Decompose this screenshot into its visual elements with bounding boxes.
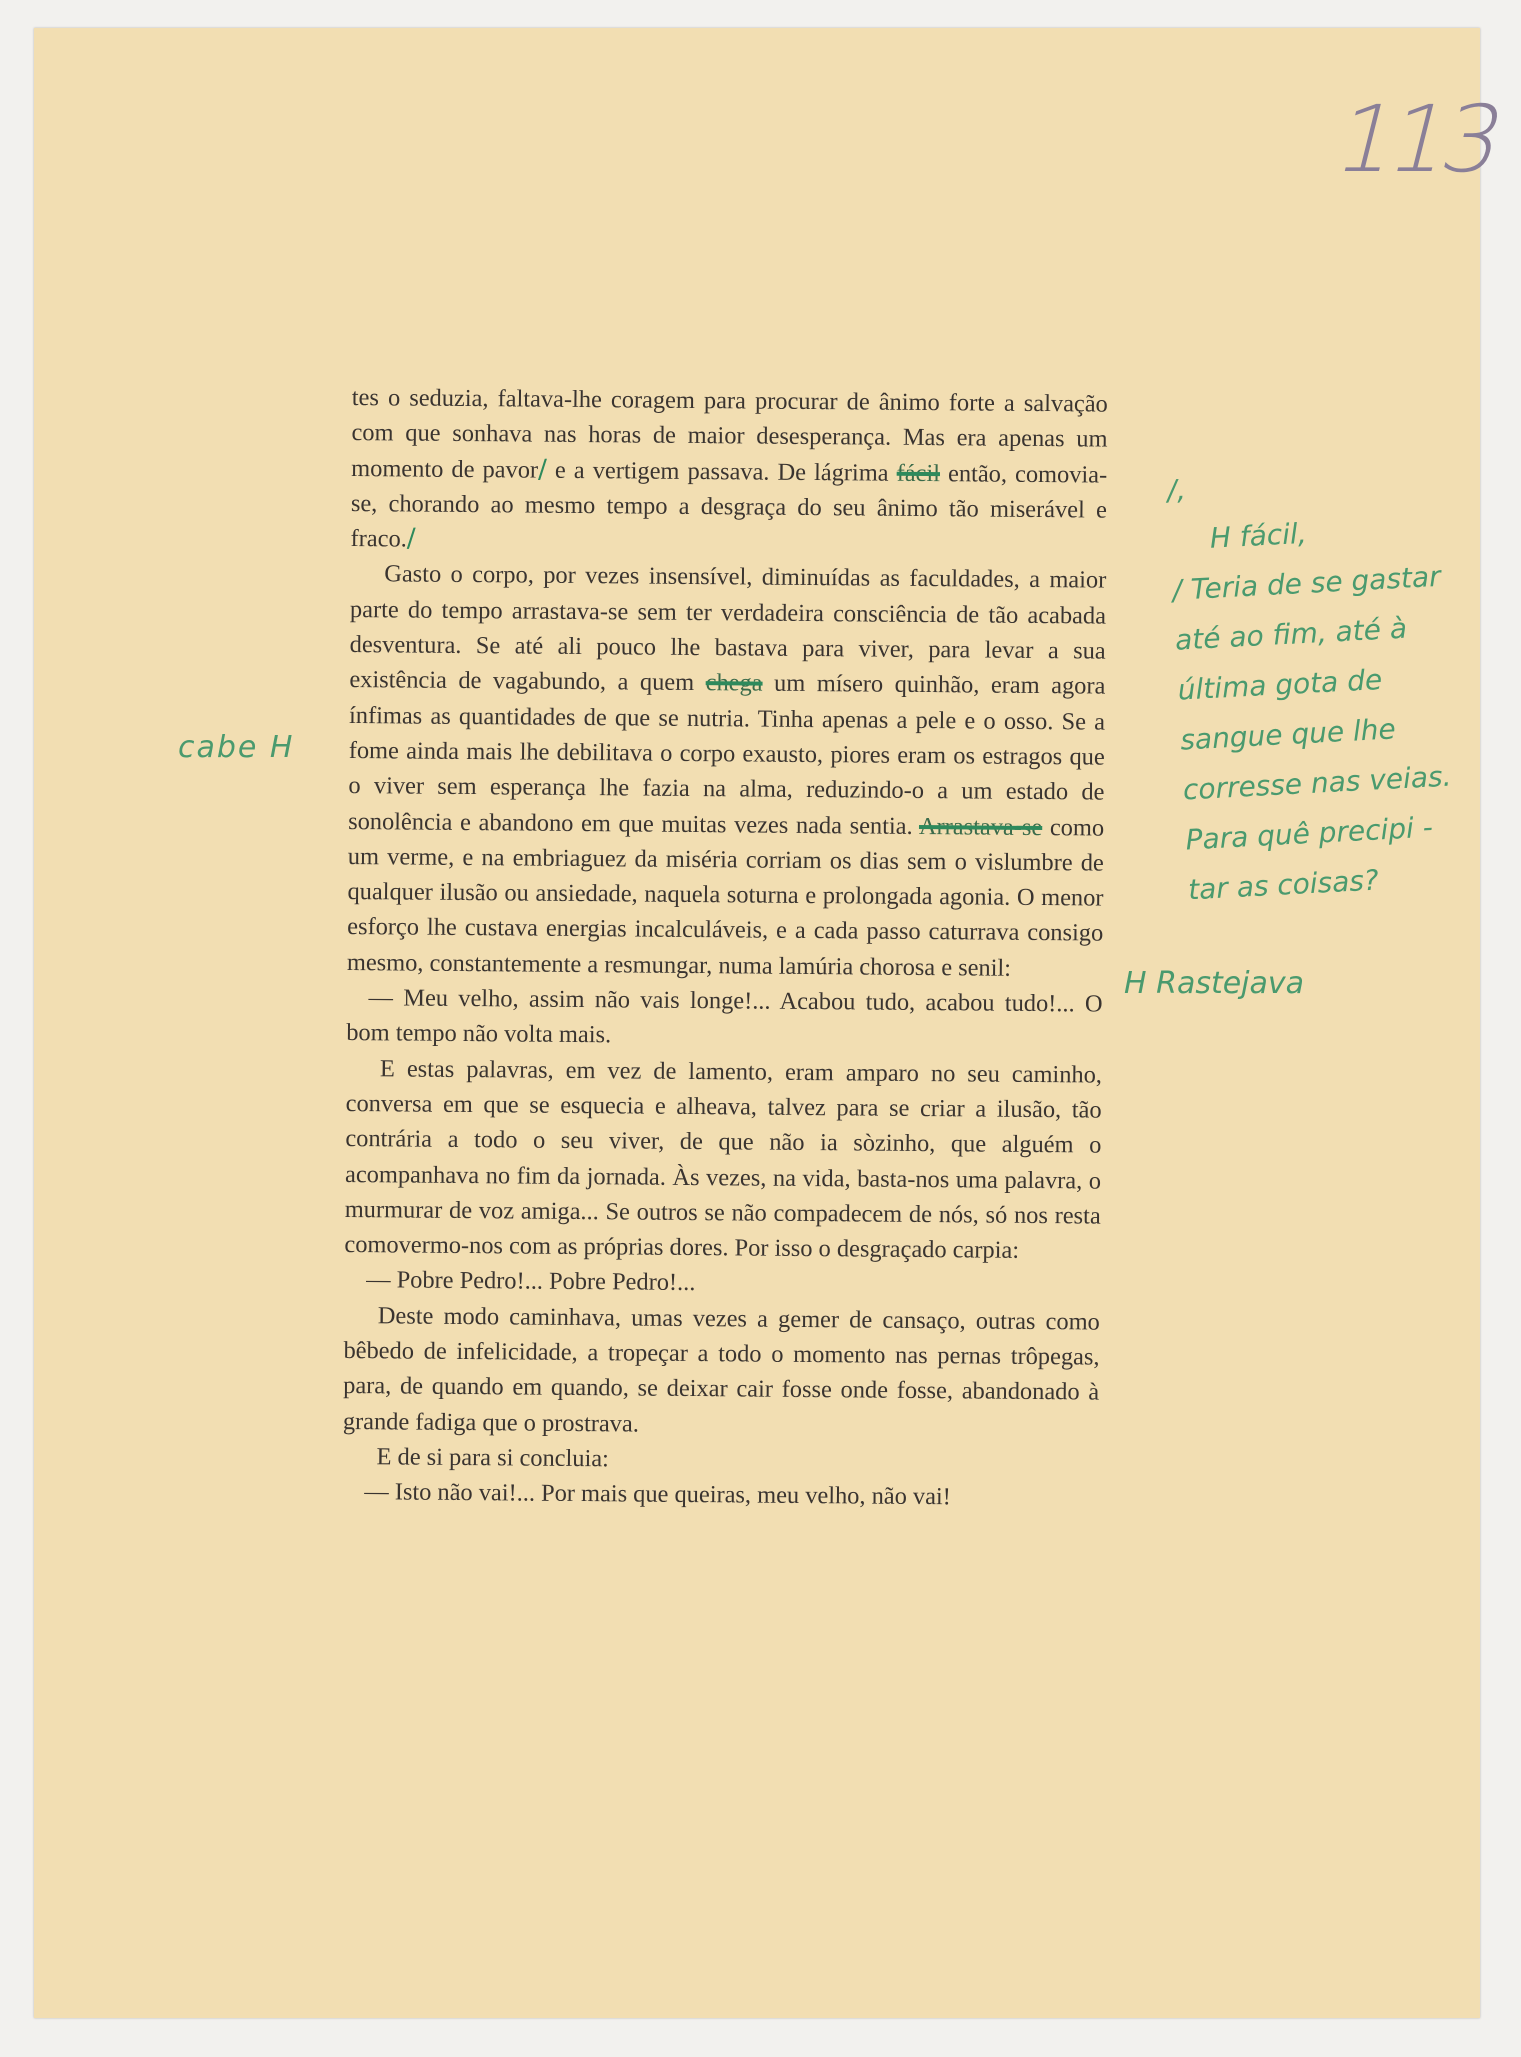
paragraph: Deste modo caminhava, umas vezes a gemer de cansaço, outras como bêbedo de infelicidade, a tropeçar a todo o momento nas pernas trôpegas, para, de quando em quando, se deixar cair fosse onde fosse, abandonado à grande fadiga que o prostrava. xyxy=(342,1301,1100,1438)
insert-mark: / xyxy=(537,454,547,485)
paragraph: E de si para si concluia: xyxy=(376,1443,610,1473)
margin-note-left: cabe H xyxy=(178,730,295,765)
note-line: H fácil, xyxy=(1208,516,1308,555)
struck-word: fácil xyxy=(896,459,941,487)
note-line: / Teria de se gastar xyxy=(1171,559,1442,607)
note-line: sangue que lhe xyxy=(1179,712,1397,757)
note-line: /, xyxy=(1166,473,1187,507)
note-line: última gota de xyxy=(1176,663,1383,707)
dialogue-line: — Meu velho, assim não vais longe!... Acabou tudo, acabou tudo!... O bom tempo não volta mais. xyxy=(346,984,1103,1049)
note-line: corresse nas veias. xyxy=(1182,759,1453,807)
page-number: 113 xyxy=(1325,86,1510,193)
typed-text xyxy=(342,380,1108,1516)
dialogue-line: — Isto não vai!... Por mais que queiras, meu velho, não vai! xyxy=(364,1478,951,1511)
paragraph: E estas palavras, em vez de lamento, eram amparo no seu caminho, conversa em que se esquecia e alheava, talvez para se criar a ilusão, tão contrária a todo o seu viver, de que não ia sòzinho, que alguém o acompanhava no fim da jornada. Às vezes, na vida, basta-nos uma palavra, o murmurar de voz amiga... Se outros se não compadecem de nós, só nos resta comovermo-nos com as próprias dores. Por isso o desgraçado carpia: xyxy=(344,1054,1103,1264)
note-line: até ao fim, até à xyxy=(1174,611,1408,657)
margin-note-rastejava: H Rastejava xyxy=(1124,966,1305,1001)
paragraph: Gasto o corpo, por vezes insensível, diminuídas as faculdades, a maior parte do tempo arrastava-se sem ter verdadeira consciência de tão acabada desventura. Se até ali pouco lhe bastava para viver, para levar a sua existência de vagabundo, a quem chega um mísero quinhão, eram agora ínfimas as quantidades de que se nutria. Tinha apenas a pele e o osso. Se a fome ainda mais lhe debilitava o corpo exausto, piores eram os estragos que o viver sem esperança lhe fazia na alma, reduzindo-o a um estado de sonolência e abandono em que muitas vezes nada sentia. Arrastava-se como um verme, e na embriaguez da miséria corriam os dias sem o vislumbre de qualquer ilusão ou ansiedade, naquela soturna e prolongada agonia. O menor esforço lhe custava energias incalculáveis, e a cada passo caturrava consigo mesmo, constantemente a resmungar, numa lamúria chorosa e senil: xyxy=(346,560,1107,982)
note-line: tar as coisas? xyxy=(1187,863,1380,907)
struck-word: chega xyxy=(705,669,763,697)
struck-word: Arrastava-se xyxy=(918,812,1043,841)
margin-note-right xyxy=(1166,449,1519,916)
note-line: Para quê precipi - xyxy=(1184,810,1434,857)
manuscript-page xyxy=(34,28,1510,2018)
dialogue-line: — Pobre Pedro!... Pobre Pedro!... xyxy=(366,1266,696,1297)
insert-mark: / xyxy=(406,523,416,554)
paragraph: tes o seduzia, faltava-lhe coragem para procurar de ânimo forte a salvação com que sonhava nas horas de maior desesperança. Mas era apenas um momento de pavor/ e a vertigem passava. De lágrima fácil então, comovia-se, chorando ao mesmo tempo a desgraça do seu ânimo tão miserável e fraco./ xyxy=(350,383,1108,554)
